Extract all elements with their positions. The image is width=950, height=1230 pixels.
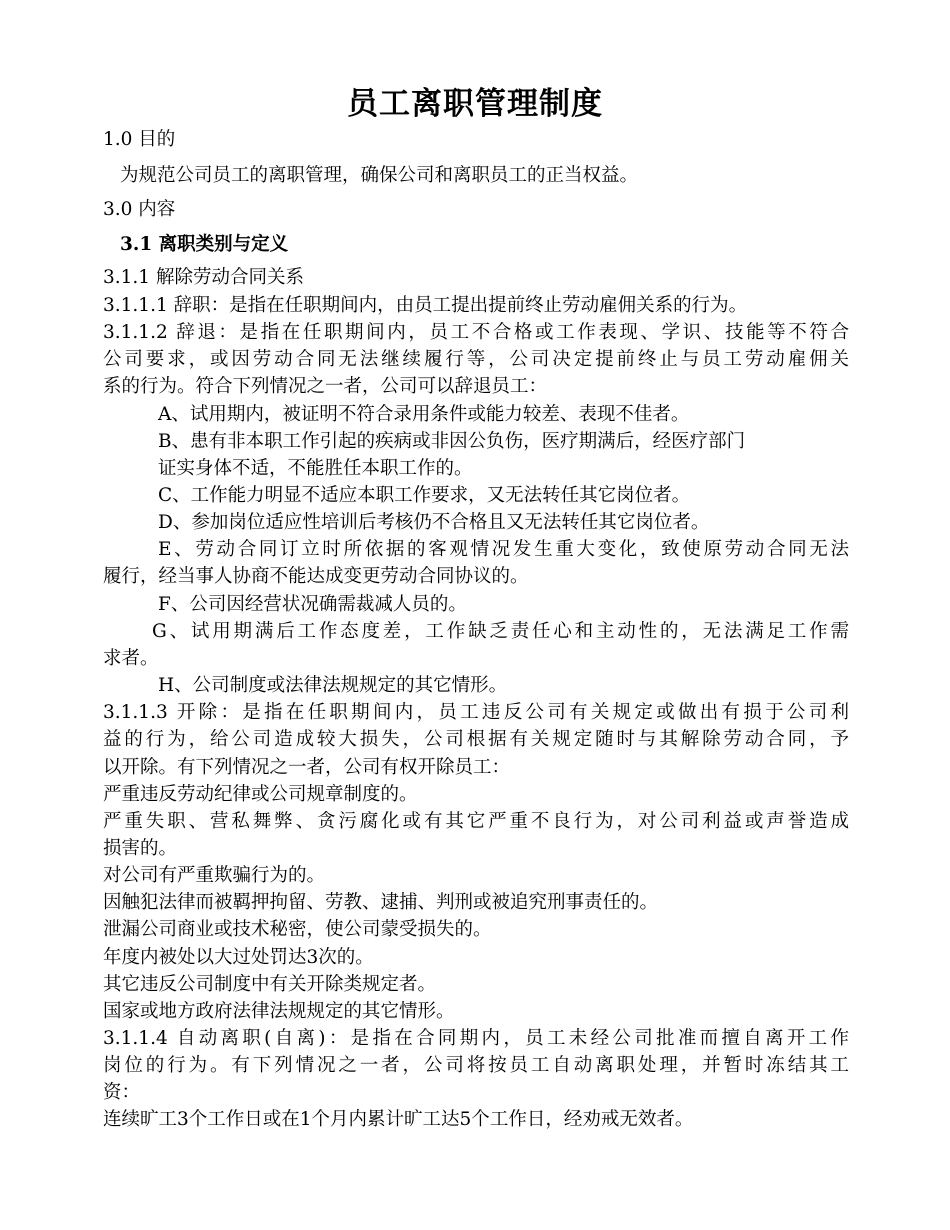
list-item: H、公司制度或法律法规规定的其它情形。 — [158, 675, 508, 696]
list-item: 损害的。 — [103, 838, 178, 859]
clause-line: 岗位的行为。有下列情况之一者，公司将按员工自动离职处理，并暂时冻结其工 — [103, 1055, 849, 1076]
list-item: A、试用期内，被证明不符合录用条件或能力较差、表现不佳者。 — [158, 404, 690, 425]
list-item: 年度内被处以大过处罚达3次的。 — [103, 947, 374, 968]
list-item: F、公司因经营状况确需裁减人员的。 — [158, 594, 467, 615]
clause-line: 系的行为。符合下列情况之一者，公司可以辞退员工： — [103, 376, 548, 397]
clause-line: 3.1.1.4 自动离职(自离)：是指在合同期内，员工未经公司批准而擅自离开工作 — [103, 1028, 849, 1049]
list-item: 证实身体不适，不能胜任本职工作的。 — [158, 458, 473, 479]
list-item: 对公司有严重欺骗行为的。 — [103, 865, 326, 886]
list-item: 履行，经当事人协商不能达成变更劳动合同协议的。 — [103, 566, 529, 587]
section-heading-content: 3.0 内容 — [103, 199, 176, 220]
list-item: 国家或地方政府法律法规规定的其它情形。 — [103, 1001, 455, 1022]
list-item: D、参加岗位适应性培训后考核仍不合格且又无法转任其它岗位者。 — [158, 512, 710, 533]
subsection-heading: 3.1 离职类别与定义 — [120, 234, 289, 255]
list-item: 泄漏公司商业或技术秘密，使公司蒙受损失的。 — [103, 919, 492, 940]
clause-heading: 3.1.1 解除劳动合同关系 — [103, 267, 304, 288]
clause-line: 3.1.1.2 辞退：是指在任职期间内，员工不合格或工作表现、学识、技能等不符合 — [103, 322, 849, 343]
list-item: C、工作能力明显不适应本职工作要求，又无法转任其它岗位者。 — [158, 485, 691, 506]
clause-line: 益的行为，给公司造成较大损失，公司根据有关规定随时与其解除劳动合同，予 — [103, 729, 849, 750]
list-item: 其它违反公司制度中有关开除类规定者。 — [103, 974, 437, 995]
list-item: 严重违反劳动纪律或公司规章制度的。 — [103, 784, 418, 805]
list-item: E、劳动合同订立时所依据的客观情况发生重大变化，致使原劳动合同无法 — [158, 539, 849, 560]
clause-line: 以开除。有下列情况之一者，公司有权开除员工： — [103, 757, 511, 778]
list-item: 严重失职、营私舞弊、贪污腐化或有其它严重不良行为，对公司利益或声誉造成 — [103, 811, 849, 832]
document-title: 员工离职管理制度 — [347, 86, 603, 122]
list-item: B、患有非本职工作引起的疾病或非因公负伤，医疗期满后，经医疗部门 — [158, 431, 746, 452]
list-item: 求者。 — [103, 648, 159, 669]
clause-line: 3.1.1.1 辞职：是指在任职期间内，由员工提出提前终止劳动雇佣关系的行为。 — [103, 295, 748, 316]
paragraph: 为规范公司员工的离职管理，确保公司和离职员工的正当权益。 — [120, 165, 639, 186]
section-heading-purpose: 1.0 目的 — [103, 129, 176, 150]
clause-line: 公司要求，或因劳动合同无法继续履行等，公司决定提前终止与员工劳动雇佣关 — [103, 349, 849, 370]
list-item: G、试用期满后工作态度差，工作缺乏责任心和主动性的，无法满足工作需 — [152, 621, 849, 642]
list-item: 连续旷工3个工作日或在1个月内累计旷工达5个工作日，经劝戒无效者。 — [103, 1109, 694, 1130]
clause-line: 3.1.1.3 开除：是指在任职期间内，员工违反公司有关规定或做出有损于公司利 — [103, 702, 849, 723]
clause-line: 资： — [103, 1082, 141, 1103]
list-item: 因触犯法律而被羁押拘留、劳教、逮捕、判刑或被追究刑事责任的。 — [103, 892, 659, 913]
